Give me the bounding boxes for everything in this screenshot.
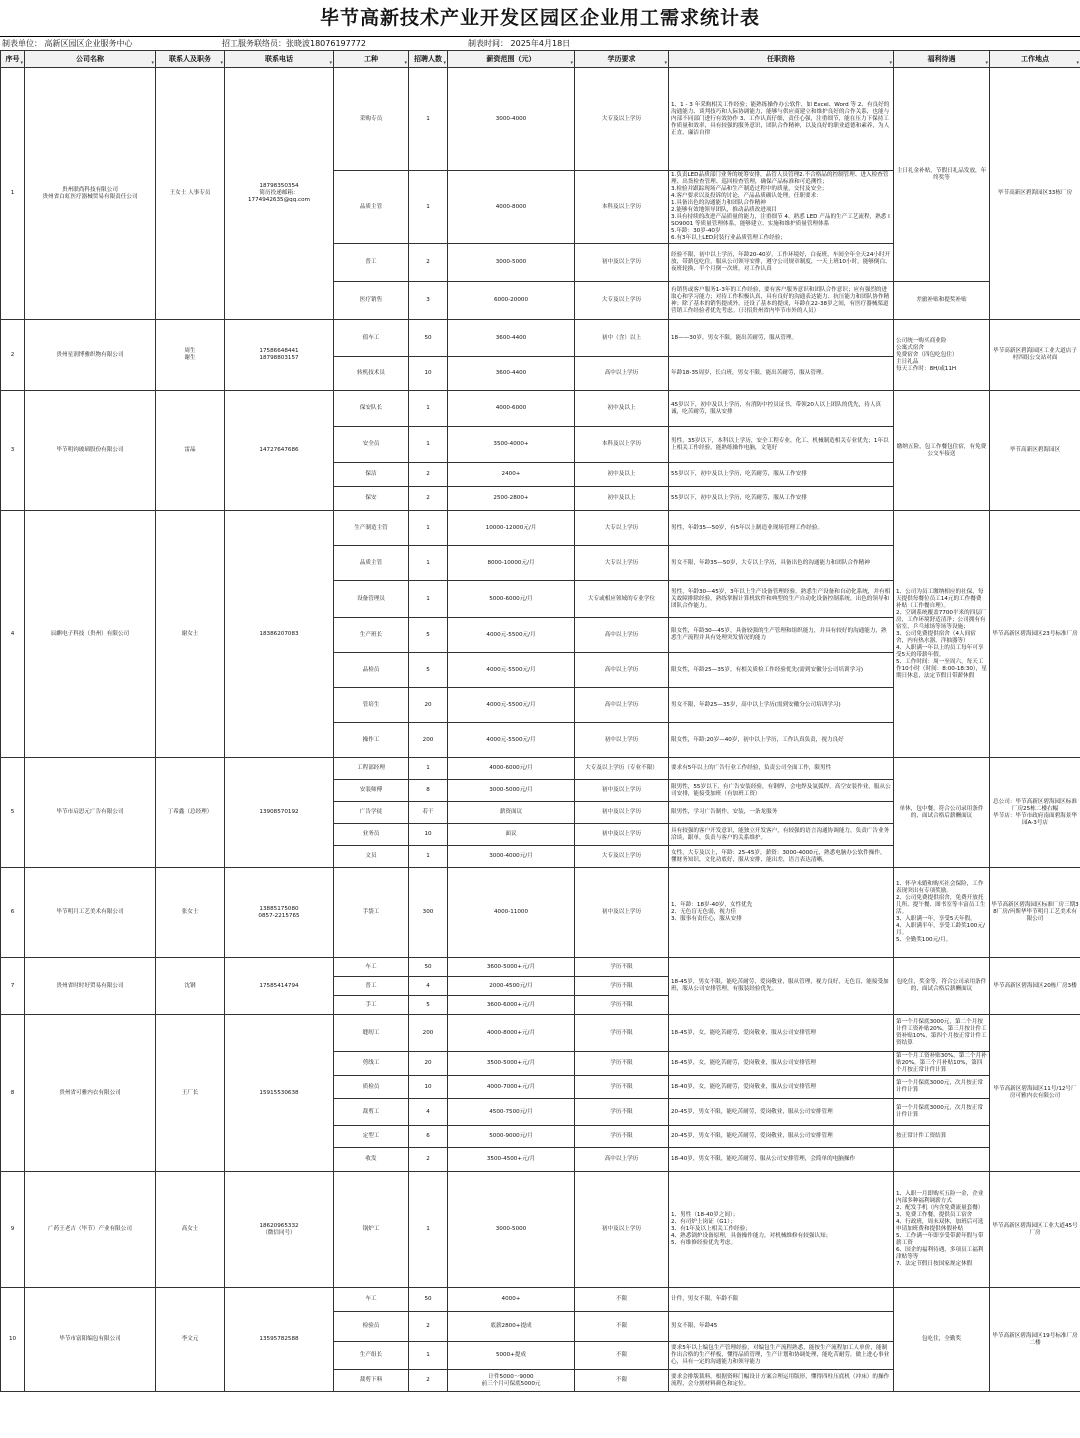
filter-icon[interactable]: ▾ xyxy=(404,60,407,66)
job-type: 业务员 xyxy=(334,824,409,846)
headcount: 5 xyxy=(409,618,448,653)
header-headcount[interactable]: 招聘人数 ▾ xyxy=(409,51,448,68)
welfare: 1、公司为员工缴纳相应的社保，每天提供每餐位员工14元的工作餐费补贴（工作餐自理）。 2、空调系统覆盖7700平米的四层厂房，工作环境舒适清净；公司拥有有宿室，乒乓球场等场等设施； 3、公司免费提供宿舍（4人间宿舍，内有热水器，洋抽器等） 4、入职满一年以上的员工每年可享受5天的带薪年假。 5、工作时间：周一至周六，每天工作10小时（时间：8:00-18:30），星期日休息，法定节假日带薪休假 xyxy=(894,511,990,758)
company-name: 贵州星润博雅织物有限公司 xyxy=(25,320,156,391)
work-location: 毕节高新区碧海园区标准厂房三期38厂房/玛斯华毕节明月工艺美术有限公司 xyxy=(990,868,1080,958)
education-req: 大专及以上学历 xyxy=(575,68,669,171)
salary-range: 计件5000～9000 前三个月可保底5000元 xyxy=(448,1370,575,1392)
job-type: 质检员 xyxy=(334,1076,409,1099)
education-req: 本科及以上学历 xyxy=(575,171,669,244)
headcount: 2 xyxy=(409,1370,448,1392)
headcount: 4 xyxy=(409,977,448,996)
salary-range: 3600-4400 xyxy=(448,320,575,357)
headcount: 10 xyxy=(409,357,448,391)
row-number: 5 xyxy=(1,758,25,868)
row-number: 7 xyxy=(1,958,25,1015)
company-name: 毕节市启思元广告有限公司 xyxy=(25,758,156,868)
job-requirements: 要求会排版裁料，根据资料门幅设计方案合理运用版形，懂得四柱压底机（冲床）的操作流程，会分割材料颜色和定位。 xyxy=(669,1370,894,1392)
row-number: 9 xyxy=(1,1172,25,1288)
filter-icon[interactable]: ▾ xyxy=(664,60,667,66)
salary-range: 5000-6000元/月 xyxy=(448,581,575,618)
salary-range: 4000+ xyxy=(448,1288,575,1312)
job-type: 剪线工 xyxy=(334,1052,409,1076)
salary-range: 3500-4000+ xyxy=(448,427,575,463)
education-req: 学历不限 xyxy=(575,958,669,977)
education-req: 高中以上学历 xyxy=(575,1148,669,1172)
work-location: 毕节高新区碧海园区20栋厂房3楼 xyxy=(990,958,1080,1015)
salary-range: 5000-9000元/月 xyxy=(448,1126,575,1148)
welfare: 1、怀孕未婚和购买社会保险，工作表现突出有专项奖励。 2、公司免费提供宿舍，免费开放托儿所、提午餐、图书室等丰富员工生活。 3、入职满一年，享受5天年假。 4、入职满半年，享受工龄奖100元/月。 5、全勤奖100元/月。 xyxy=(894,868,990,958)
headcount: 1 xyxy=(409,171,448,244)
job-type: 安装师傅 xyxy=(334,780,409,802)
welfare: 单休，包中餐，符合公司录用条件的，面试合格后薪酬面议 xyxy=(894,758,990,868)
job-requirements: 18——30岁，男女不限，能出苦耐劳，服从管理。 xyxy=(669,320,894,357)
filter-icon[interactable]: ▾ xyxy=(985,60,988,66)
contact-phone: 13908570192 xyxy=(225,758,334,868)
education-req: 高中以上学历 xyxy=(575,357,669,391)
job-requirements: 女性，大专及以上，年龄：25-45岁，薪资：3000-4000元，熟悉电脑办公软件操作，懂财务知识，文化功底好，服从安排，能出差，语言表达清晰。 xyxy=(669,846,894,868)
salary-range: 4000元-5500元/月 xyxy=(448,688,575,723)
salary-range: 4000-11000 xyxy=(448,868,575,958)
salary-range: 2400+ xyxy=(448,463,575,487)
job-requirements: 1、男性（18-40岁之间）； 2、有司炉上岗证（G1）； 3、有1年及以上相关工作经验； 4、熟悉锅炉设备原理，具备操作能力，对机械维修有较强认知； 5、有维修经验优先考虑。 xyxy=(669,1172,894,1288)
job-requirements: 经验不限，初中以上学历，年龄20-40岁，工作环境好，白夜班，车间全年全天24小时开放，带薪包吃住，服从公司领导安排，遵守公司规章制度，一天上班10小时，能够倒白、夜班轮换，半个月倒一次班，对工作认真 xyxy=(669,244,894,282)
job-requirements: 1.负责LED品质部门业务的统筹安排，品管人员管理2.不合格品的控制管理、进入检查管理、出货检查管理、巡回检查管理，确保产品标准和可追溯性； 3.检验并跟踪现场产品和生产制造过程中的质量，交付及安全； 4.客户要求以及投诉的讨论，产品品质确认处理，任职要求： 1.具备出色的沟通能力和团队合作精神 2.能够有效地领导团队，推动品质改进项目 3.具有持续的改进产品质量的能力，注重细节 4、熟悉 LED 产品的生产工艺流程，熟悉 ISO9001 等质量管理体系，能够建立、实施和维护质量管理体系 5.年龄：30岁-40岁 6.有3年以上LED封装行业品质管理工作经验； xyxy=(669,171,894,244)
work-location: 毕节高新区碧海园区23号标准厂房 xyxy=(990,511,1080,758)
education-req: 初中及以上学历 xyxy=(575,802,669,824)
table-row xyxy=(1,868,1080,958)
job-requirements: 1、年龄：18岁-40岁，女性优先 2、无色盲无色弱，视力佳 3、服事有责任心，服从安排 xyxy=(669,868,894,958)
education-req: 高中以上学历 xyxy=(575,653,669,688)
education-req: 大专及以上学历 xyxy=(575,282,669,320)
salary-range: 4000-6000 xyxy=(448,391,575,427)
contact-phone: 15915530638 xyxy=(225,1015,334,1172)
job-requirements: 限女性，年龄25—35岁，有相关质检工作经验优先(需到安徽分公司培训学习) xyxy=(669,653,894,688)
header-job-type[interactable]: 工种 ▾ xyxy=(334,51,409,68)
headcount: 1 xyxy=(409,758,448,780)
work-location: 毕节高新区碧海园区 xyxy=(990,391,1080,511)
education-req: 不限 xyxy=(575,1288,669,1312)
headcount: 3 xyxy=(409,282,448,320)
header-requirements[interactable]: 任职资格 ▾ xyxy=(669,51,894,68)
job-type: 锅炉工 xyxy=(334,1172,409,1288)
headcount: 若干 xyxy=(409,802,448,824)
contact-person: 雷晶 xyxy=(156,391,225,511)
headcount: 1 xyxy=(409,391,448,427)
job-type: 保安队长 xyxy=(334,391,409,427)
job-type: 保安 xyxy=(334,487,409,511)
headcount: 300 xyxy=(409,868,448,958)
meta-contact: 招工服务联络员：张晓波18076197772 xyxy=(222,39,366,48)
welfare: 缴纳五险，包工作餐包住宿，有免费公交车接送 xyxy=(894,391,990,511)
table-row xyxy=(1,1015,1080,1052)
education-req: 不限 xyxy=(575,1342,669,1370)
headcount: 5 xyxy=(409,653,448,688)
salary-range: 3500-4500+元/月 xyxy=(448,1148,575,1172)
salary-range: 4000元-5500元/月 xyxy=(448,618,575,653)
job-type: 普工 xyxy=(334,244,409,282)
table-body xyxy=(1,68,1080,1392)
headcount: 2 xyxy=(409,487,448,511)
education-req: 初中及以上学历 xyxy=(575,244,669,282)
company-name: 贵州省时时好贸易有限公司 xyxy=(25,958,156,1015)
table-row xyxy=(1,1288,1080,1312)
job-type: 保洁 xyxy=(334,463,409,487)
job-type: 手袋工 xyxy=(334,868,409,958)
welfare: 第一个月保底3000元，次月按正常计件计算 xyxy=(894,1076,990,1099)
company-name: 毕节市富阳编包有限公司 xyxy=(25,1288,156,1392)
job-type: 文员 xyxy=(334,846,409,868)
contact-person: 李文元 xyxy=(156,1288,225,1392)
headcount: 6 xyxy=(409,1126,448,1148)
welfare: 1、入职一月即购买五险一金，企业内部多种福利调薪方式 2、配发手机（内含免费流量套餐） 3、免费工作餐，提供员工宿舍 4、行政班，周末双休，加班后可选申请加班费和提供休假补贴 5、工作满一年即享受带薪年假与带薪工资 6、国企的福利待遇，多项员工福利津贴等等 7、法定节假日按国家规定休假 xyxy=(894,1172,990,1288)
headcount: 1 xyxy=(409,1342,448,1370)
work-location: 毕节高新区碧海园区33栋厂房 xyxy=(990,68,1080,320)
education-req: 初中（含）以上 xyxy=(575,320,669,357)
job-requirements: 18-40岁，女，能吃苦耐劳，爱岗敬业，服从公司安排管理 xyxy=(669,1076,894,1099)
headcount: 4 xyxy=(409,1099,448,1126)
salary-range: 4500-7500元/月 xyxy=(448,1099,575,1126)
page-title: 毕节高新技术产业开发区园区企业用工需求统计表 xyxy=(319,7,760,29)
job-requirements: 45岁以下，初中及以上学历，有消防中控员证书，带领20人以上团队的优先，待人真诚，吃苦耐劳，服从安排 xyxy=(669,391,894,427)
job-type: 检验员 xyxy=(334,1312,409,1342)
filter-icon[interactable]: ▾ xyxy=(443,60,446,66)
filter-icon[interactable]: ▾ xyxy=(329,60,332,66)
table-row xyxy=(1,1172,1080,1288)
header-company[interactable]: 公司名称 ▾ xyxy=(25,51,156,68)
education-req: 高中以上学历 xyxy=(575,688,669,723)
header-location[interactable]: 工作地点 ▾ xyxy=(990,51,1080,68)
contact-person: 王女士 人事专员 xyxy=(156,68,225,320)
salary-range: 底薪2800+提成 xyxy=(448,1312,575,1342)
row-number: 1 xyxy=(1,68,25,320)
job-requirements: 要求5年以上编包生产管理经验，对编包生产流程熟悉，能按生产流程加工人单价，能制作出合格的生产样板，懂得品质管理，生产计划和协调处理，能吃苦耐劳，做上进心事业心，具有一定的沟通能力和领导能力 xyxy=(669,1342,894,1370)
header-education[interactable]: 学历要求 ▾ xyxy=(575,51,669,68)
contact-person: 周生 谢生 xyxy=(156,320,225,391)
header-row xyxy=(1,51,1080,68)
headcount: 2 xyxy=(409,244,448,282)
job-requirements: 18-40岁，男女不限，能吃苦耐劳，服从公司安排管理，会简单的电脑操作 xyxy=(669,1148,894,1172)
salary-range: 薪资面议 xyxy=(448,802,575,824)
meta-date: 制表时间： 2025年4月18日 xyxy=(468,39,571,48)
salary-range: 4000元-5500元/月 xyxy=(448,653,575,688)
education-req: 大专以上学历 xyxy=(575,546,669,581)
welfare: 差旅补贴和提奖补贴 xyxy=(894,282,990,320)
table-row xyxy=(1,758,1080,780)
company-name: 辰麒电子科技（贵州）有限公司 xyxy=(25,511,156,758)
table-row xyxy=(1,958,1080,977)
job-type: 车工 xyxy=(334,958,409,977)
job-type: 定型工 xyxy=(334,1126,409,1148)
salary-range: 3600-5000+元/月 xyxy=(448,958,575,977)
education-req: 大专及以上学历（专业不限） xyxy=(575,758,669,780)
welfare: 主日礼金补贴，节假日礼品发放，年终奖等 xyxy=(894,68,990,282)
header-salary[interactable]: 薪资范围（元） ▾ xyxy=(448,51,575,68)
contact-person: 丁希鑫（总经理） xyxy=(156,758,225,868)
education-req: 初中及以上 xyxy=(575,463,669,487)
education-req: 学历不限 xyxy=(575,1015,669,1052)
contact-person: 沈钢 xyxy=(156,958,225,1015)
welfare xyxy=(894,1148,990,1172)
job-type: 转机技术员 xyxy=(334,357,409,391)
welfare: 包吃住，奖金等，符合公司录用条件的，面试合格后薪酬面议 xyxy=(894,958,990,1015)
job-type: 医疗销售 xyxy=(334,282,409,320)
education-req: 初中及以上 xyxy=(575,487,669,511)
headcount: 2 xyxy=(409,1312,448,1342)
contact-person: 谢女士 xyxy=(156,511,225,758)
contact-phone: 13595782588 xyxy=(225,1288,334,1392)
education-req: 学历不限 xyxy=(575,1126,669,1148)
salary-range: 3600-6000+元/月 xyxy=(448,996,575,1015)
job-requirements: 男性，年龄30—45岁，3年以上生产设备管理经验，熟悉生产设备和自动化系统，并有相关故障排除经验，熟练掌握计算机软件和典型的生产自动化设备控制系统，出色的领导和团队合作能力。 xyxy=(669,581,894,618)
headcount: 10 xyxy=(409,1076,448,1099)
job-type: 品质主管 xyxy=(334,546,409,581)
recruitment-table xyxy=(0,50,1080,1392)
job-requirements: 1、1 - 3 年采购相关工作经验；能熟练操作办公软件，如 Excel、Word 等 2、有良好的沟通能力、谈判技巧和人际协调能力，能够与供应商建立和维护良好的合作关系，也能与内部不同部门进行有效协作 3、工作认真仔细，责任心强，注重细节，能在压力下保持工作质量和效率，具有较强的服务意识，团队合作精神，以及良好的职业道德和素养，为人正直，廉洁自律 xyxy=(669,68,894,171)
job-requirements: 18-45岁，女，能吃苦耐劳，爱岗敬业，服从公司安排管理 xyxy=(669,1015,894,1052)
education-req: 初中以上学历 xyxy=(575,723,669,758)
job-type: 普工 xyxy=(334,977,409,996)
headcount: 50 xyxy=(409,320,448,357)
row-number: 2 xyxy=(1,320,25,391)
salary-range: 3600-4400 xyxy=(448,357,575,391)
education-req: 初中及以上学历 xyxy=(575,1172,669,1288)
job-type: 手工 xyxy=(334,996,409,1015)
row-number: 4 xyxy=(1,511,25,758)
headcount: 2 xyxy=(409,463,448,487)
salary-range: 3000-4000元/月 xyxy=(448,846,575,868)
job-requirements: 计件，男女不限，年龄不限 xyxy=(669,1288,894,1312)
education-req: 大专以上学历 xyxy=(575,511,669,546)
filter-icon[interactable]: ▾ xyxy=(220,60,223,66)
salary-range: 4000元-5500元/月 xyxy=(448,723,575,758)
job-requirements: 20-45岁，男女不限，能吃苦耐劳，爱岗敬业，服从公司安排管理 xyxy=(669,1126,894,1148)
work-location: 毕节高新区碧海园区工业大道45号厂房 xyxy=(990,1172,1080,1288)
row-number: 6 xyxy=(1,868,25,958)
headcount: 200 xyxy=(409,723,448,758)
education-req: 学历不限 xyxy=(575,1052,669,1076)
education-req: 大专或相应领域的专业学位 xyxy=(575,581,669,618)
welfare: 第一个月保底3000元，次月按正常计件计算 xyxy=(894,1099,990,1126)
job-requirements: 有销售或客户服务1-3年的工作经验，要有客户服务意识和团队合作意识；应有强烈的进取心和学习能力；对待工作积极认真，具有良好的沟通表达能力、抗压能力和团队协作精神；除了基本的销售提成外，还设了基本的提成，年龄在22-38岁之间，有医疗器械渠道营销工作经验者优先考虑。（只招贵州省内毕节市外的人员） xyxy=(669,282,894,320)
salary-range: 6000-20000 xyxy=(448,282,575,320)
contact-phone: 17586648441 18798803157 xyxy=(225,320,334,391)
work-location: 毕节高新区碧海园区19号标准厂房二楼 xyxy=(990,1288,1080,1392)
job-requirements: 限男性，学习广告制作，安装，一条龙服务 xyxy=(669,802,894,824)
contact-phone: 14727647686 xyxy=(225,391,334,511)
education-req: 不限 xyxy=(575,1370,669,1392)
job-type: 设备管理员 xyxy=(334,581,409,618)
filter-icon[interactable]: ▾ xyxy=(1076,60,1079,66)
meta-unit: 制表单位： 高新区园区企业服务中心 xyxy=(2,39,133,48)
job-requirements: 要求有5年以上的广告行业工作经验，负责公司全面工作，限男性 xyxy=(669,758,894,780)
job-requirements: 年龄18-35周岁，长白班，男女不限，能出苦耐劳，服从管理。 xyxy=(669,357,894,391)
welfare: 按正常计件工资结算 xyxy=(894,1126,990,1148)
contact-phone: 18620965332 （微信同号） xyxy=(225,1172,334,1288)
table-row xyxy=(1,320,1080,357)
job-type: 生产班长 xyxy=(334,618,409,653)
job-type: 管培生 xyxy=(334,688,409,723)
job-requirements: 男性，35岁以下，本科以上学历，安全工程专业，化工、机械制造相关专业优先；1年以上相关工作经验，能熟练操作电脑，文笔好 xyxy=(669,427,894,463)
table-row xyxy=(1,68,1080,171)
education-req: 学历不限 xyxy=(575,977,669,996)
salary-range: 4000-7000+元/月 xyxy=(448,1076,575,1099)
salary-range: 3000-5000元/月 xyxy=(448,780,575,802)
headcount: 20 xyxy=(409,688,448,723)
headcount: 1 xyxy=(409,427,448,463)
job-type: 采购专员 xyxy=(334,68,409,171)
salary-range: 面议 xyxy=(448,824,575,846)
welfare: 公司统一购买商业险 公寓式宿舍 免费宿舍（四包吃包住） 主日礼品 每天工作时：8H/或11H xyxy=(894,320,990,391)
company-name: 贵州省可雅内衣有限公司 xyxy=(25,1015,156,1172)
contact-person: 高女士 xyxy=(156,1172,225,1288)
row-number: 10 xyxy=(1,1288,25,1392)
job-type: 工程部经理 xyxy=(334,758,409,780)
job-requirements: 男女不限，年龄45 xyxy=(669,1312,894,1342)
job-requirements: 20-45岁，男女不限，能吃苦耐劳，爱岗敬业，服从公司安排管理 xyxy=(669,1099,894,1126)
work-location: 毕节高新区碧海园区工业大道店子村四组公交站对面 xyxy=(990,320,1080,391)
work-location: 毕节高新区碧海园区11号/12号厂房可雅内衣有限公司 xyxy=(990,1015,1080,1172)
job-requirements: 55岁以下，初中及以上学历，吃苦耐劳，服从工作安排 xyxy=(669,487,894,511)
headcount: 1 xyxy=(409,511,448,546)
contact-person: 张女士 xyxy=(156,868,225,958)
salary-range: 3500-5000+元/月 xyxy=(448,1052,575,1076)
job-type: 生产制造主管 xyxy=(334,511,409,546)
headcount: 20 xyxy=(409,1052,448,1076)
job-type: 车工 xyxy=(334,1288,409,1312)
education-req: 学历不限 xyxy=(575,996,669,1015)
company-name: 毕节明月工艺美术有限公司 xyxy=(25,868,156,958)
job-requirements: 限女性，年龄:20岁—40岁，初中以上学历，工作认真负责，视力良好 xyxy=(669,723,894,758)
education-req: 不限 xyxy=(575,1312,669,1342)
headcount: 50 xyxy=(409,958,448,977)
job-requirements: 18-45岁，女，能吃苦耐劳，爱岗敬业，服从公司安排管理 xyxy=(669,1052,894,1076)
headcount: 1 xyxy=(409,581,448,618)
job-type: 品质主管 xyxy=(334,171,409,244)
job-type: 品检员 xyxy=(334,653,409,688)
company-name: 毕节明钧玻璃股份有限公司 xyxy=(25,391,156,511)
work-location: 总公司：毕节高新区碧海园区标准厂房25栋二楼右幅 毕节店：毕节市政府南面碧海景华园A-3号店 xyxy=(990,758,1080,868)
education-req: 高中以上学历 xyxy=(575,618,669,653)
welfare: 第一个月保底3000元，第二个月按计件工资补贴20%，第三月按计件工资补贴10%，第四个月按正常计件工资结算 xyxy=(894,1015,990,1052)
filter-icon[interactable]: ▾ xyxy=(151,60,154,66)
contact-phone: 18386207083 xyxy=(225,511,334,758)
salary-range: 4000-8000+元/月 xyxy=(448,1015,575,1052)
education-req: 初中及以上 xyxy=(575,391,669,427)
headcount: 200 xyxy=(409,1015,448,1052)
headcount: 8 xyxy=(409,780,448,802)
salary-range: 5000+提成 xyxy=(448,1342,575,1370)
job-type: 裁剪工 xyxy=(334,1099,409,1126)
header-contact[interactable]: 联系人及职务 ▾ xyxy=(156,51,225,68)
salary-range: 3000-4000 xyxy=(448,68,575,171)
job-type: 生产组长 xyxy=(334,1342,409,1370)
header-phone[interactable]: 联系电话 ▾ xyxy=(225,51,334,68)
headcount: 50 xyxy=(409,1288,448,1312)
education-req: 本科及以上学历 xyxy=(575,427,669,463)
table-row xyxy=(1,511,1080,546)
contact-phone: 17585414794 xyxy=(225,958,334,1015)
filter-icon[interactable]: ▾ xyxy=(570,60,573,66)
job-type: 值车工 xyxy=(334,320,409,357)
job-requirements: 男女不限，年龄35—50岁，大专以上学历，具备出色的沟通能力和团队合作精神 xyxy=(669,546,894,581)
welfare: 第一个月工资补贴30%，第二个月补贴20%，第三个月补贴10%，第四个月按正常计件计算 xyxy=(894,1052,990,1076)
welfare: 包吃住，全勤奖 xyxy=(894,1288,990,1392)
job-type: 操作工 xyxy=(334,723,409,758)
salary-range: 2500-2800+ xyxy=(448,487,575,511)
salary-range: 3000-5000 xyxy=(448,244,575,282)
headcount: 1 xyxy=(409,846,448,868)
job-type: 缝纫工 xyxy=(334,1015,409,1052)
job-type: 广告学徒 xyxy=(334,802,409,824)
job-type: 安全员 xyxy=(334,427,409,463)
job-requirements: 具有较强的客户开发意识，能独立开发客户，有较强的语言沟通协调能力，负责广告业务洽谈，跟单，负责与客户的关系维护。 xyxy=(669,824,894,846)
headcount: 10 xyxy=(409,824,448,846)
education-req: 学历不限 xyxy=(575,1076,669,1099)
salary-range: 3000-5000 xyxy=(448,1172,575,1288)
headcount: 1 xyxy=(409,546,448,581)
meta-row xyxy=(0,36,1080,50)
education-req: 初中及以上学历 xyxy=(575,868,669,958)
salary-range: 4000-6000元/月 xyxy=(448,758,575,780)
header-welfare[interactable]: 福利待遇 ▾ xyxy=(894,51,990,68)
header-no[interactable]: 序号 ▾ xyxy=(1,51,25,68)
education-req: 大专及以上学历 xyxy=(575,846,669,868)
job-type: 裁剪下料 xyxy=(334,1370,409,1392)
company-name: 广药王老吉（毕节）产业有限公司 xyxy=(25,1172,156,1288)
contact-phone: 18798350354 简历投递邮箱： 1774942635@qq.com xyxy=(225,68,334,320)
education-req: 初中及以上学历 xyxy=(575,780,669,802)
salary-range: 4000-8000 xyxy=(448,171,575,244)
salary-range: 2000-4500元/月 xyxy=(448,977,575,996)
headcount: 1 xyxy=(409,1172,448,1288)
table-row xyxy=(1,391,1080,427)
job-requirements: 18-45岁，男女不限，能吃苦耐劳，爱岗敬业，服从管理，视力良好，无色盲，能接受加班，服从公司安排管理，有服装经验优先。 xyxy=(669,958,894,1015)
job-requirements: 男性，年龄35—50岁，有5年以上制造业现场管理工作经验。 xyxy=(669,511,894,546)
job-requirements: 55岁以下，初中及以上学历，吃苦耐劳，服从工作安排 xyxy=(669,463,894,487)
row-number: 3 xyxy=(1,391,25,511)
job-requirements: 限女性，年龄30—45岁，具备较强的生产管理和组织能力，并具有较好的沟通能力，熟悉生产流程并具有处理突发情况的能力 xyxy=(669,618,894,653)
headcount: 5 xyxy=(409,996,448,1015)
filter-icon[interactable]: ▾ xyxy=(20,60,23,66)
education-req: 学历不限 xyxy=(575,1099,669,1126)
headcount: 1 xyxy=(409,68,448,171)
education-req: 初中及以上学历 xyxy=(575,824,669,846)
company-name: 贵州联尚科技有限公司 贵州省白虹医疗器械贸易有限责任公司 xyxy=(25,68,156,320)
job-type: 收发 xyxy=(334,1148,409,1172)
salary-range: 10000-12000元/月 xyxy=(448,511,575,546)
salary-range: 8000-10000元/月 xyxy=(448,546,575,581)
filter-icon[interactable]: ▾ xyxy=(889,60,892,66)
headcount: 2 xyxy=(409,1148,448,1172)
job-requirements: 男女不限，年龄25—35岁，高中以上学历(需到安徽分公司培训学习) xyxy=(669,688,894,723)
contact-phone: 13885175080 0857-2215765 xyxy=(225,868,334,958)
job-requirements: 限男性，55岁以下，有广告安装经验，有钢焊，会电焊及氩弧焊，高空安装作业，服从公司安排，能接受加班（有加班工资） xyxy=(669,780,894,802)
contact-person: 王厂长 xyxy=(156,1015,225,1172)
row-number: 8 xyxy=(1,1015,25,1172)
